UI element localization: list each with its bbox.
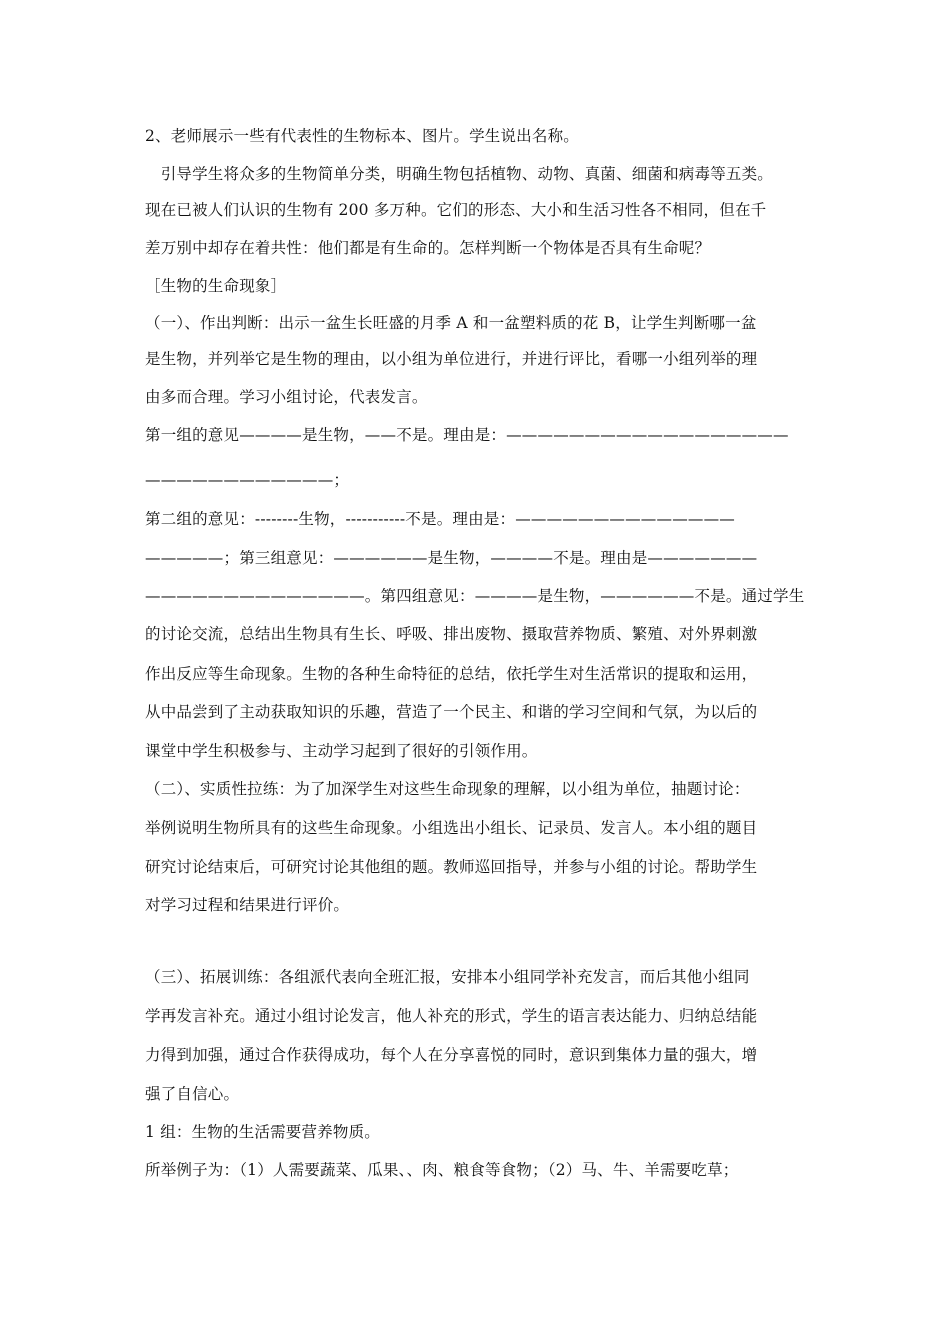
text-line: ——————————————。第四组意见：————是生物，——————不是。通过学生 [145,587,805,605]
text-line: （一）、作出判断：出示一盆生长旺盛的月季 A 和一盆塑料质的花 B，让学生判断哪一盆 [145,314,757,332]
text-line: 所举例子为：（1）人需要蔬菜、瓜果、、肉、粮食等食物；（2）马、牛、羊需要吃草； [145,1161,739,1179]
text-line: 强了自信心。 [145,1085,240,1103]
text-line: 课堂中学生积极参与、主动学习起到了很好的引领作用。 [145,742,538,760]
text-line: 研究讨论结束后，可研究讨论其他组的题。教师巡回指导，并参与小组的讨论。帮助学生 [145,858,758,876]
text-line: 第二组的意见：--------生物，-----------不是。理由是：—————————————— [145,510,736,528]
text-line: 学再发言补充。通过小组讨论发言，他人补充的形式，学生的语言表达能力、归纳总结能 [145,1007,758,1025]
text-line: 由多而合理。学习小组讨论，代表发言。 [145,388,428,406]
text-line: 对学习过程和结果进行评价。 [145,896,350,914]
text-line: 2、老师展示一些有代表性的生物标本、图片。学生说出名称。 [145,127,579,145]
text-line: 作出反应等生命现象。生物的各种生命特征的总结，依托学生对生活常识的提取和运用， [145,665,758,683]
text-line: 1 组：生物的生活需要营养物质。 [145,1123,380,1141]
text-line: 是生物，并列举它是生物的理由，以小组为单位进行，并进行评比，看哪一小组列举的理 [145,350,758,368]
text-line: （三）、拓展训练：各组派代表向全班汇报，安排本小组同学补充发言，而后其他小组同 [145,968,750,986]
text-line: 的讨论交流，总结出生物具有生长、呼吸、排出废物、摄取营养物质、繁殖、对外界刺激 [145,625,758,643]
text-line: ————————————； [145,471,350,489]
text-line: 力得到加强，通过合作获得成功，每个人在分享喜悦的同时，意识到集体力量的强大，增 [145,1046,758,1064]
text-line: —————；第三组意见：——————是生物，————不是。理由是——————— [145,549,758,567]
text-line: 差万别中却存在着共性：他们都是有生命的。怎样判断一个物体是否具有生命呢？ [145,239,711,257]
text-line: （二）、实质性拉练：为了加深学生对这些生命现象的理解，以小组为单位，抽题讨论： [145,780,750,798]
text-line: 举例说明生物所具有的这些生命现象。小组选出小组长、记录员、发言人。本小组的题目 [145,819,758,837]
section-heading: ［生物的生命现象］ [145,277,287,295]
text-line: 从中品尝到了主动获取知识的乐趣，营造了一个民主、和谐的学习空间和气氛，为以后的 [145,703,758,721]
text-line: 第一组的意见————是生物，——不是。理由是：—————————————————— [145,426,789,444]
text-line: 现在已被人们认识的生物有 200 多万种。它们的形态、大小和生活习性各不相同，但在千 [145,201,767,219]
text-line: 引导学生将众多的生物简单分类，明确生物包括植物、动物、真菌、细菌和病毒等五类。 [145,165,774,183]
